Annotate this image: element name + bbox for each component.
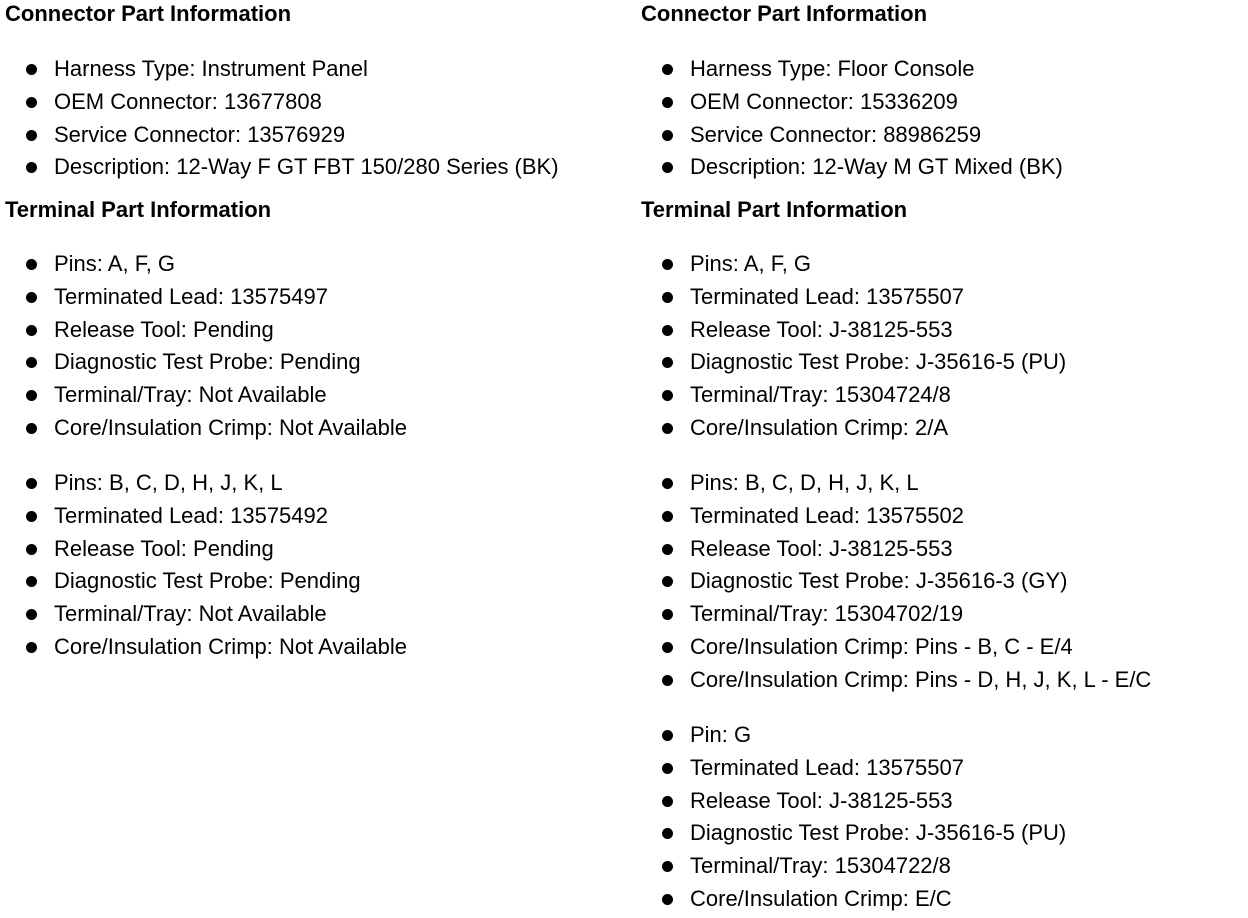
bullet-icon <box>26 292 37 303</box>
bullet-icon <box>662 259 673 270</box>
connector-heading-left: Connector Part Information <box>5 1 292 26</box>
bullet-icon <box>26 64 37 75</box>
bullet-icon <box>26 576 37 587</box>
bullet-icon <box>26 162 37 173</box>
bullet-icon <box>662 478 673 489</box>
bullet-icon <box>26 642 37 653</box>
bullet-icon <box>26 423 37 434</box>
connector-heading-right: Connector Part Information <box>641 1 928 26</box>
bullet-icon <box>662 763 673 774</box>
bullet-icon <box>662 609 673 620</box>
bullet-icon <box>662 828 673 839</box>
bullet-icon <box>662 544 673 555</box>
bullet-icon <box>26 259 37 270</box>
bullet-icon <box>26 130 37 141</box>
bullet-icon <box>662 390 673 401</box>
bullet-icon <box>662 325 673 336</box>
bullet-icon <box>26 511 37 522</box>
bullet-icon <box>662 423 673 434</box>
bullet-icon <box>662 675 673 686</box>
bullet-icon <box>662 64 673 75</box>
bullet-icon <box>662 642 673 653</box>
bullet-icon <box>26 325 37 336</box>
bullet-icon <box>26 544 37 555</box>
bullet-icon <box>662 97 673 108</box>
bullet-icon <box>662 511 673 522</box>
bullet-icon <box>662 130 673 141</box>
bullet-icon <box>26 357 37 368</box>
bullet-icon <box>662 730 673 741</box>
bullet-icon <box>662 796 673 807</box>
bullet-icon <box>662 894 673 905</box>
bullet-icon <box>26 390 37 401</box>
bullet-icon <box>662 357 673 368</box>
bullet-icon <box>662 162 673 173</box>
terminal-heading-right: Terminal Part Information <box>641 197 908 222</box>
bullet-icon <box>662 861 673 872</box>
bullet-icon <box>26 609 37 620</box>
terminal-heading-left: Terminal Part Information <box>5 197 272 222</box>
bullet-icon <box>662 292 673 303</box>
bullet-icon <box>26 478 37 489</box>
bullet-icon <box>662 576 673 587</box>
bullet-icon <box>26 97 37 108</box>
